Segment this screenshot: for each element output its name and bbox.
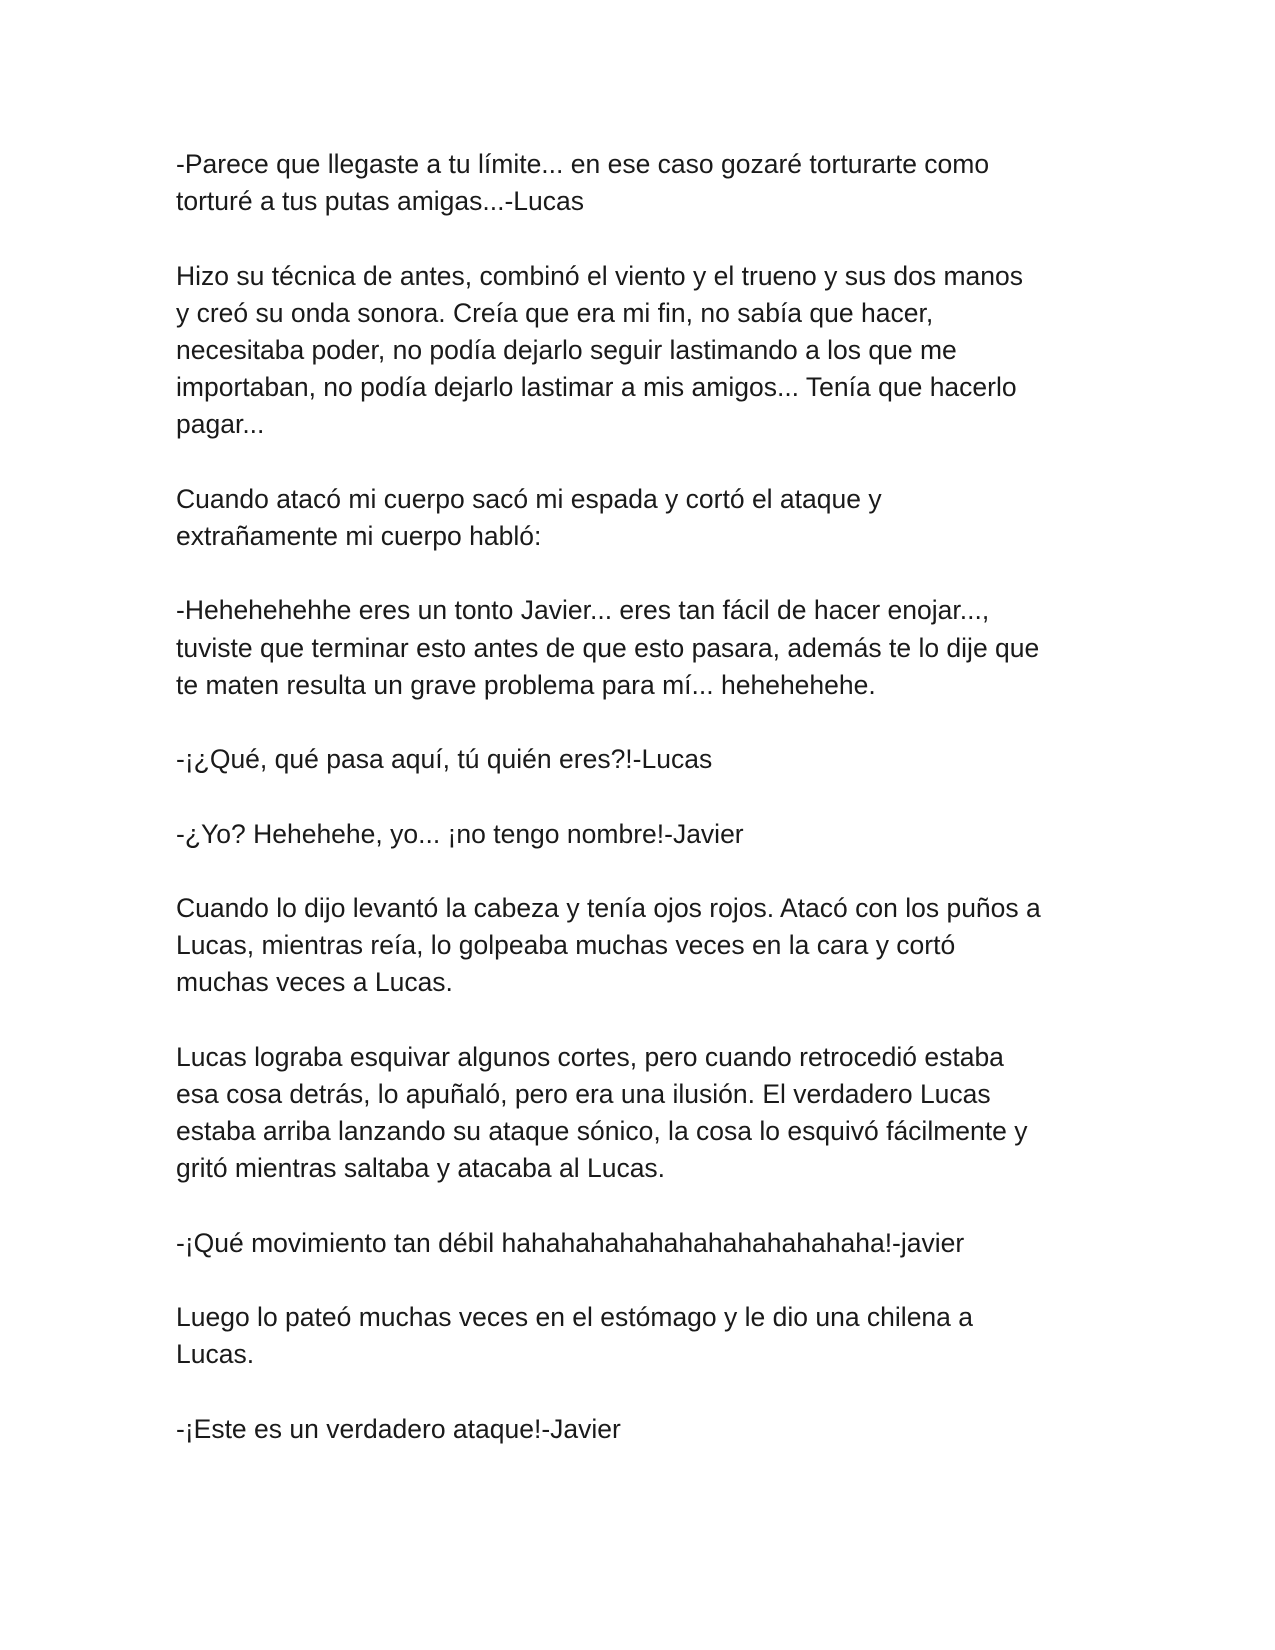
paragraph: -Hehehehehhe eres un tonto Javier... eres tan fácil de hacer enojar..., tuviste que terminar esto antes de que esto pasara, además te lo dije que te maten resulta un grave problema para mí... hehehehehe. <box>176 595 1040 700</box>
document-body <box>176 146 1106 1485</box>
paragraph: Luego lo pateó muchas veces en el estómago y le dio una chilena a Lucas. <box>176 1302 974 1370</box>
paragraph: -¡Qué movimiento tan débil hahahahahahahahahahahahaha!-javier <box>176 1227 965 1258</box>
paragraph: Cuando atacó mi cuerpo sacó mi espada y cortó el ataque y extrañamente mi cuerpo habló: <box>176 483 882 551</box>
paragraph: -¿Yo? Hehehehe, yo... ¡no tengo nombre!-Javier <box>176 818 744 849</box>
paragraph: Hizo su técnica de antes, combinó el viento y el trueno y sus dos manos y creó su onda sonora. Creía que era mi fin, no sabía que hacer, necesitaba poder, no podía dejarlo seguir lastimando a los que me importaban, no podía dejarlo lastimar a mis amigos... Tenía que hacerlo pagar... <box>176 260 1023 440</box>
paragraph: -¡Este es un verdadero ataque!-Javier <box>176 1413 621 1444</box>
paragraph: -Parece que llegaste a tu límite... en ese caso gozaré torturarte como torturé a tus putas amigas...-Lucas <box>176 149 990 217</box>
paragraph: Lucas lograba esquivar algunos cortes, pero cuando retrocedió estaba esa cosa detrás, lo apuñaló, pero era una ilusión. El verdadero Lucas estaba arriba lanzando su ataque sónico, la cosa lo esquivó fácilmente y gritó mientras saltaba y atacaba al Lucas. <box>176 1041 1028 1184</box>
paragraph: Cuando lo dijo levantó la cabeza y tenía ojos rojos. Atacó con los puños a Lucas, mientras reía, lo golpeaba muchas veces en la cara y cortó muchas veces a Lucas. <box>176 892 1041 998</box>
paragraph: -¡¿Qué, qué pasa aquí, tú quién eres?!-Lucas <box>176 744 713 775</box>
